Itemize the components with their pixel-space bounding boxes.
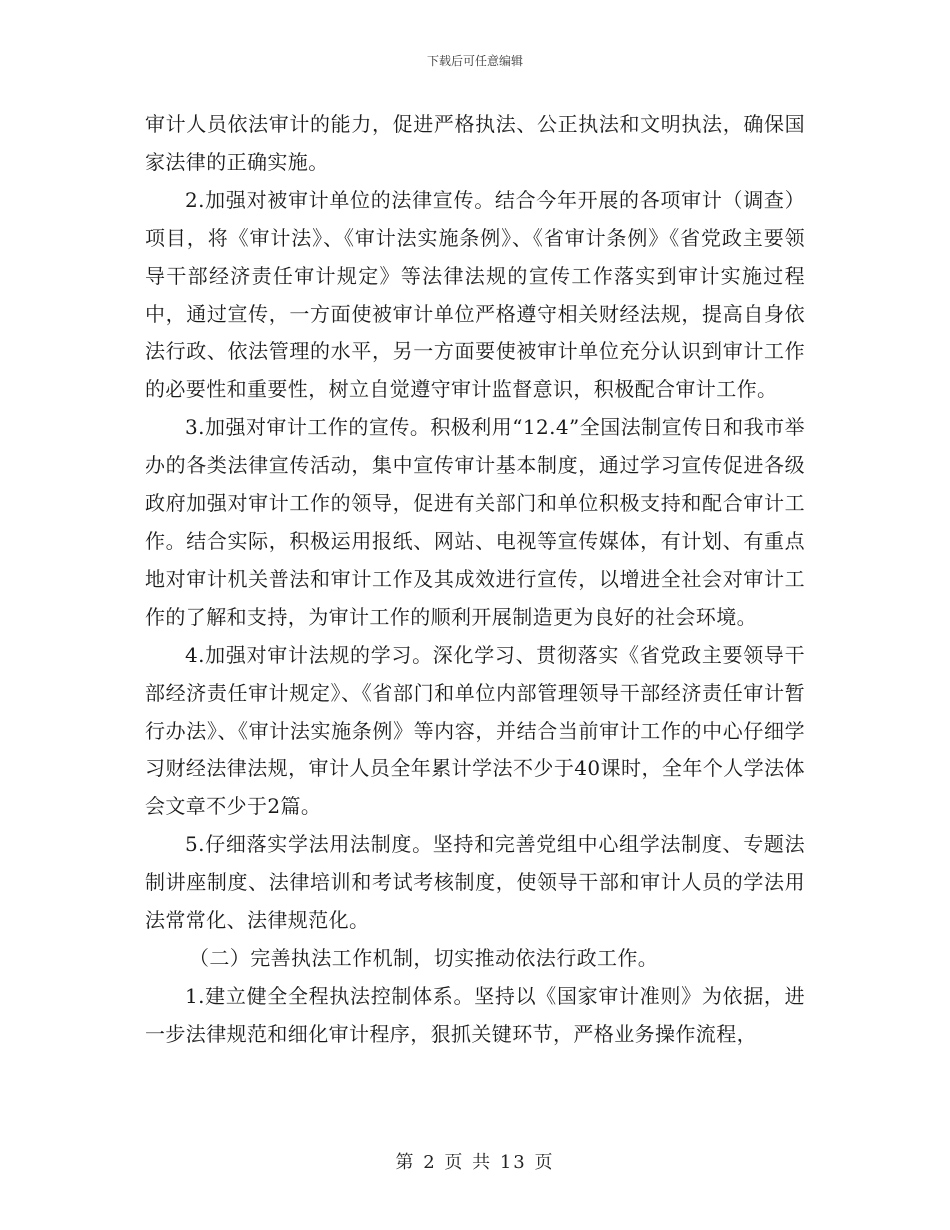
page-number-footer: 第 2 页 共 13 页 [395,1152,555,1173]
paragraph-item-5: 5.仔细落实学法用法制度。坚持和完善党组中心组学法制度、专题法制讲座制度、法律培训和考试考核制度，使领导干部和审计人员的学法用法常常化、法律规范化。 [145,832,805,933]
paragraph-continuation: 审计人员依法审计的能力，促进严格执法、公正执法和文明执法，确保国家法律的正确实施。 [145,112,805,174]
paragraph-subitem-1: 1.建立健全全程执法控制体系。坚持以《国家审计准则》为依据，进一步法律规范和细化审计程序，狠抓关键环节，严格业务操作流程， [145,983,805,1046]
page-header: 下载后可任意编辑 [426,54,523,68]
paragraph-item-4: 4.加强对审计法规的学习。深化学习、贯彻落实《省党政主要领导干部经济责任审计规定》、《省部门和单位内部管理领导干部经济责任审计暂行办法》、《审计法实施条例》等内容，并结合当前审计工作的中心仔细学习财经法律法规，审计人员全年累计学法不少于40课时，全年个人学法体会文章不少于2篇。 [145,642,805,819]
paragraph-item-2: 2.加强对被审计单位的法律宣传。结合今年开展的各项审计（调查）项目，将《审计法》、《审计法实施条例》、《省审计条例》《省党政主要领导干部经济责任审计规定》等法律法规的宣传工作落实到审计实施过程中，通过宣传，一方面使被审计单位严格遵守相关财经法规，提高自身依法行政、依法管理的水平，另一方面要使被审计单位充分认识到审计工作的必要性和重要性，树立自觉遵守审计监督意识，积极配合审计工作。 [145,187,805,402]
paragraph-item-3: 3.加强对审计工作的宣传。积极利用“12.4”全国法制宣传日和我市举办的各类法律宣传活动，集中宣传审计基本制度，通过学习宣传促进各级政府加强对审计工作的领导，促进有关部门和单位积极支持和配合审计工作。结合实际，积极运用报纸、网站、电视等宣传媒体，有计划、有重点地对审计机关普法和审计工作及其成效进行宣传，以增进全社会对审计工作的了解和支持，为审计工作的顺利开展制造更为良好的社会环境。 [145,415,805,629]
section-heading: （二）完善执法工作机制，切实推动依法行政工作。 [189,945,659,970]
document-body [145,106,805,1054]
